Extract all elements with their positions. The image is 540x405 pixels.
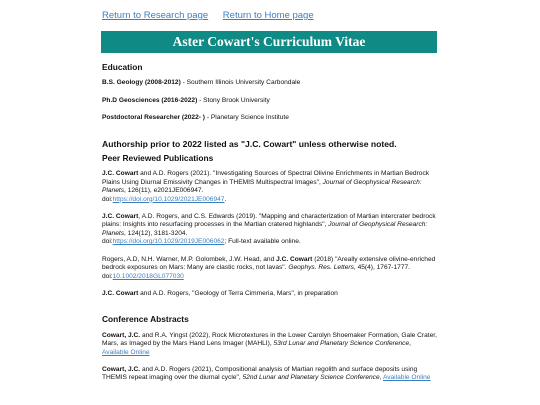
conference-name: 52nd Lunar and Planetary Science Conference (242, 374, 380, 382)
citation-suffix: . (224, 195, 227, 203)
publication-item (102, 170, 438, 204)
home-page-link[interactable]: Return to Home page (222, 10, 314, 21)
citation-text: and A.D. Rogers, "Geology of Terra Cimmeria, Mars", in preparation (138, 289, 338, 297)
degree-label: B.S. Geology (2008-2012) (102, 79, 181, 87)
abstract-list (102, 332, 438, 383)
institution: - Stony Brook University (197, 96, 270, 104)
top-nav (102, 10, 326, 21)
citation-text: (2018) "Areally extensive olivine-enriched bedrock exposures on Mars: Many are clastic rocks, not lavas". (102, 255, 436, 272)
available-online-link[interactable]: Available Online (102, 348, 150, 356)
journal-name: Geophys. Res. Letters (288, 264, 354, 272)
doi-prefix: doi: (102, 238, 113, 246)
doi-link[interactable]: https://doi.org/10.1029/2021JE006947 (112, 195, 225, 203)
abstracts-heading: Conference Abstracts (102, 314, 189, 325)
citation-text: and A.D. Rogers (2021), Compositional analysis of Martian regolith and surface deposits using THEMIS repeat imaging over the diurnal cycle", (102, 365, 418, 382)
journal-name: Journal of Geophysical Research: Planets (102, 178, 422, 195)
publication-item (102, 290, 438, 298)
citation-text: and A.D. Rogers (2021). "Investigating Sources of Spectral Olivine Enrichments in Martian Bedrock Plains Using Diurnal Emissivity Changes in THEMIS Multispectral Images", (102, 170, 430, 186)
conference-name: 53rd Lunar and Planetary Science Conference (273, 340, 410, 348)
publications-heading: Peer Reviewed Publications (102, 153, 214, 164)
available-online-link[interactable]: Available Online (382, 374, 431, 382)
research-page-link[interactable]: Return to Research page (102, 10, 209, 21)
author-highlight: Cowart, J.C. (102, 365, 141, 373)
author-highlight: J.C. Cowart (102, 289, 139, 297)
citation-volume: , 126(11), e2021JE006947. (124, 187, 204, 195)
authorship-note: Authorship prior to 2022 listed as "J.C. Cowart" unless otherwise noted. (102, 138, 397, 149)
doi-link[interactable]: 10.1002/2018GL077030 (112, 272, 184, 280)
publication-list (102, 170, 438, 298)
degree-label: Ph.D Geosciences (2016-2022) (102, 96, 198, 104)
citation-separator: , (379, 374, 383, 382)
abstract-item (102, 366, 438, 383)
institution: - Southern Illinois University Carbondale (180, 79, 301, 87)
abstract-item (102, 332, 438, 357)
citation-separator: , (409, 340, 411, 348)
citation-text: , A.D. Rogers, and C.S. Edwards (2019). "Mapping and characterization of Martian intercrater bedrock plains: Insights into resurfacing processes in the Martian cratered highlands", (102, 213, 436, 229)
institution: - Planetary Science Institute (204, 114, 289, 122)
publication-item (102, 256, 438, 281)
author-highlight: J.C. Cowart (276, 255, 313, 263)
citation-suffix: ; Full-text available online. (224, 238, 301, 246)
education-list (102, 79, 438, 122)
publication-item (102, 213, 438, 247)
education-item (102, 97, 438, 105)
cv-content (102, 60, 438, 383)
author-highlight: Cowart, J.C. (102, 331, 141, 339)
page-title: Aster Cowart's Curriculum Vitae (101, 31, 437, 53)
doi-prefix: doi: (102, 195, 113, 203)
education-item (102, 114, 438, 122)
citation-volume: , 124(12), 3181-3204. (124, 229, 188, 237)
citation-text: and R.A. Yingst (2022), Rock Microtextures in the Lower Carolyn Shoemaker Formation, Gale Crater, Mars, as Imaged by the Mars Hand Lens Imager (MAHLI), (102, 331, 437, 348)
doi-link[interactable]: https://doi.org/10.1029/2019JE006062 (112, 238, 225, 246)
degree-label: Postdoctoral Researcher (2022- ) (102, 114, 205, 122)
author-highlight: J.C. Cowart (102, 170, 139, 178)
journal-name: Journal of Geophysical Research: Planets (102, 221, 428, 237)
citation-volume: , 45(4), 1767-1777. doi: (102, 264, 411, 280)
citation-authors: Rogers, A.D, N.H. Warner, M.P. Golombek, J.W. Head, and (102, 255, 277, 263)
education-heading: Education (102, 62, 143, 72)
author-highlight: J.C. Cowart (102, 213, 139, 221)
education-item (102, 79, 438, 87)
